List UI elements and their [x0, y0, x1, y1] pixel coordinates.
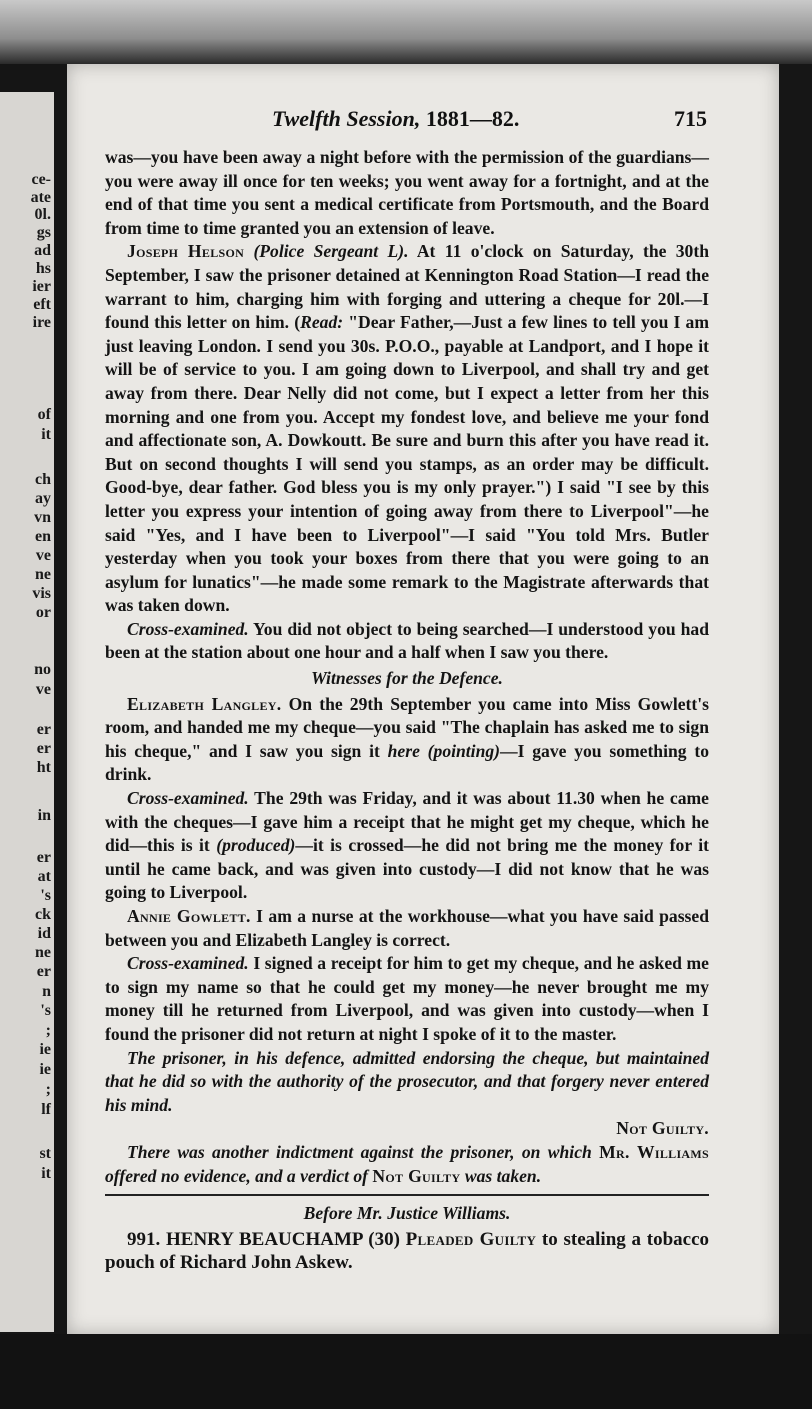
facing-page-fragment: vn — [34, 509, 51, 526]
page-body — [105, 146, 709, 1275]
book-page — [67, 64, 779, 1334]
facing-page-fragment: 0l. — [34, 206, 51, 223]
facing-page-fragment: eft — [33, 296, 51, 313]
facing-page-fragment: ad — [34, 242, 51, 259]
session-label: Twelfth Session, — [272, 106, 421, 131]
cross-examined-label: Cross-examined. — [127, 953, 249, 974]
paragraph-cross-examined-1 — [105, 618, 709, 665]
paragraph-cross-examined-2 — [105, 787, 709, 905]
defendant-name: HENRY BEAUCHAMP — [166, 1228, 363, 1250]
facing-page-fragment: ve — [35, 547, 51, 564]
indictment-text: offered no evidence, and a verdict of — [105, 1165, 373, 1186]
testimony-text: On the 29th September you came into Miss Gowlett's room, and handed me my cheque—you said "The chaplain has asked me to sign his cheque," and I saw you sign it — [105, 693, 709, 761]
paragraph-helson — [105, 240, 709, 618]
facing-page-fragment: it — [41, 426, 51, 443]
witness-name: Elizabeth Langley. — [127, 693, 282, 714]
scan-right-edge — [779, 64, 812, 1409]
paragraph-cross-examined-3 — [105, 952, 709, 1046]
testimony-text: I signed a receipt for him to get my cheque, and he asked me to sign my name so that he could get my money—he never brought me my money till he returned from Liverpool, and was given into custody—when I found the prisoner did not return at night I spoke of it to the master. — [105, 953, 709, 1044]
facing-page-fragment: ck — [35, 906, 51, 923]
letter-text: "Dear Father,—Just a few lines to tell you I am just leaving London. I send you 30s. P.O.O., payable at Landport, and I hope it will be of service to you. I am going down to Liverpool, and shall try and get away from there. Dear Nelly did not come, but I expect a letter from her this morning and one from you. Accept my fondest love, and believe me your fond and affectionate son, A. Dowkoutt. Be sure and burn this after you have read it. But on second thoughts I will send you stamps, as an order may be difficult. Good-bye, dear father. God bless you is my only prayer.") I said "I see by this letter you express your intention of going away from there to Liverpool"—he said "Yes, and I have been to Liverpool"—I said "You told Mrs. Butler yesterday when you took your boxes from there that you were going to an asylum for lunatics"—he made some remark to the Magistrate afterwards that was taken down. — [105, 312, 709, 616]
testimony-text: —it is crossed—he did not bring me the money for it until he came back, and was given into custody—I did not know that he was going to Liverpool. — [105, 835, 710, 903]
facing-page-edge — [0, 92, 54, 1332]
pointing-note: (pointing) — [427, 740, 501, 761]
facing-page-fragment: st — [39, 1145, 51, 1162]
plea: Pleaded Guilty — [405, 1228, 537, 1250]
here-word: here — [387, 740, 420, 761]
facing-page-fragment: er — [36, 721, 51, 738]
scan-bottom-edge — [0, 1334, 812, 1409]
facing-page-fragment: or — [35, 604, 51, 621]
testimony-text: —I gave you something to drink. — [105, 740, 709, 785]
scan-top-edge — [0, 0, 812, 64]
facing-page-fragment: ve — [35, 681, 51, 698]
facing-page-fragment: gs — [36, 224, 51, 241]
facing-page-fragment: ce- — [31, 171, 51, 188]
case-entry — [105, 1228, 709, 1275]
paragraph-continuation: was—you have been away a night before with the permission of the guardians—you were away ill once for ten weeks; you went away for a fortnight, and at the end of that time you sent a medical certificate from Portsmouth, and the Board from time to time granted you an extension of leave. — [105, 147, 709, 238]
testimony-text: The 29th was Friday, and it was about 11.30 when he came with the cheques—I gave him a receipt that he might get my cheque, which he did—this is it — [105, 788, 709, 856]
facing-page-fragment: er — [36, 963, 51, 980]
testimony-text: At 11 o'clock on Saturday, the 30th September, I saw the prisoner detained at Kennington Road Station—I read the warrant to him, charging him with forging and uttering a cheque for 20l.—I found this letter on him. ( — [105, 241, 710, 333]
defendant-age: (30) — [368, 1228, 400, 1250]
facing-page-fragment: of — [37, 406, 51, 423]
facing-page-fragment: ; — [45, 1081, 51, 1098]
facing-page-fragment: lf — [41, 1101, 51, 1118]
facing-page-fragment: vis — [32, 585, 51, 602]
charge-text: to stealing a tobacco pouch of Richard John Askew. — [105, 1228, 710, 1274]
facing-page-fragment: no — [34, 661, 51, 678]
facing-page-fragment: en — [35, 528, 51, 545]
facing-page-fragment: n — [42, 983, 51, 1000]
facing-page-fragment: ne — [35, 566, 51, 583]
witness-name: Annie Gowlett. — [127, 906, 251, 926]
cross-examined-label: Cross-examined. — [127, 618, 249, 639]
cross-examined-label: Cross-examined. — [127, 788, 249, 809]
facing-page-fragment: 's — [40, 1002, 51, 1019]
paragraph-gowlett — [105, 905, 709, 952]
read-label: Read: — [300, 312, 344, 333]
testimony-text: I am a nurse at the workhouse—what you have said passed between you and Elizabeth Langley is correct. — [105, 906, 709, 950]
facing-page-fragment: er — [36, 849, 51, 866]
facing-page-fragment: id — [37, 925, 51, 942]
facing-page-fragment: 's — [40, 887, 51, 904]
facing-page-fragment: ne — [35, 944, 51, 961]
facing-page-fragment: in — [37, 807, 51, 824]
facing-page-fragment: er — [36, 740, 51, 757]
page-number: 715 — [674, 106, 707, 131]
facing-page-fragment: at — [37, 868, 51, 885]
paragraph-langley — [105, 693, 709, 787]
judge-heading: Before Mr. Justice Williams. — [303, 1203, 511, 1224]
running-head — [272, 106, 519, 132]
prisoner-defence: The prisoner, in his defence, admitted endorsing the cheque, but maintained that he did so with the authority of the prosecutor, and that forgery never entered his mind. — [105, 1047, 709, 1115]
facing-page-fragment: ate — [30, 189, 51, 206]
testimony-text: You did not object to being searched—I understood you had been at the station about one hour and a half when I saw you there. — [105, 618, 709, 663]
witness-name: Joseph Helson — [127, 241, 245, 262]
facing-page-fragment: ire — [32, 314, 51, 331]
session-years: 1881—82. — [425, 106, 520, 131]
section-divider — [105, 1194, 709, 1196]
facing-page-fragment: ; — [45, 1022, 51, 1039]
facing-page-fragment: ier — [32, 278, 51, 295]
second-indictment — [105, 1141, 709, 1188]
facing-page-fragment: it — [41, 1165, 51, 1182]
facing-page-fragment: ie — [39, 1041, 51, 1058]
indictment-text: was taken. — [460, 1165, 542, 1186]
witness-role: (Police Sergeant L). — [253, 241, 409, 262]
verdict-not-guilty: Not Guilty. — [616, 1118, 709, 1139]
counsel-name: Mr. Williams — [599, 1141, 709, 1162]
produced-note: (produced) — [216, 835, 296, 856]
page-header — [67, 106, 779, 136]
case-number: 991. — [127, 1228, 161, 1250]
indictment-text: There was another indictment against the prisoner, on which — [127, 1141, 600, 1162]
facing-page-fragment: ht — [36, 759, 51, 776]
verdict-text: Not Guilty — [372, 1165, 461, 1186]
facing-page-fragment: hs — [35, 260, 51, 277]
facing-page-fragment: ay — [35, 490, 51, 507]
facing-page-fragment: ie — [39, 1061, 51, 1078]
facing-page-fragment: ch — [35, 471, 51, 488]
defence-heading: Witnesses for the Defence. — [311, 668, 503, 689]
